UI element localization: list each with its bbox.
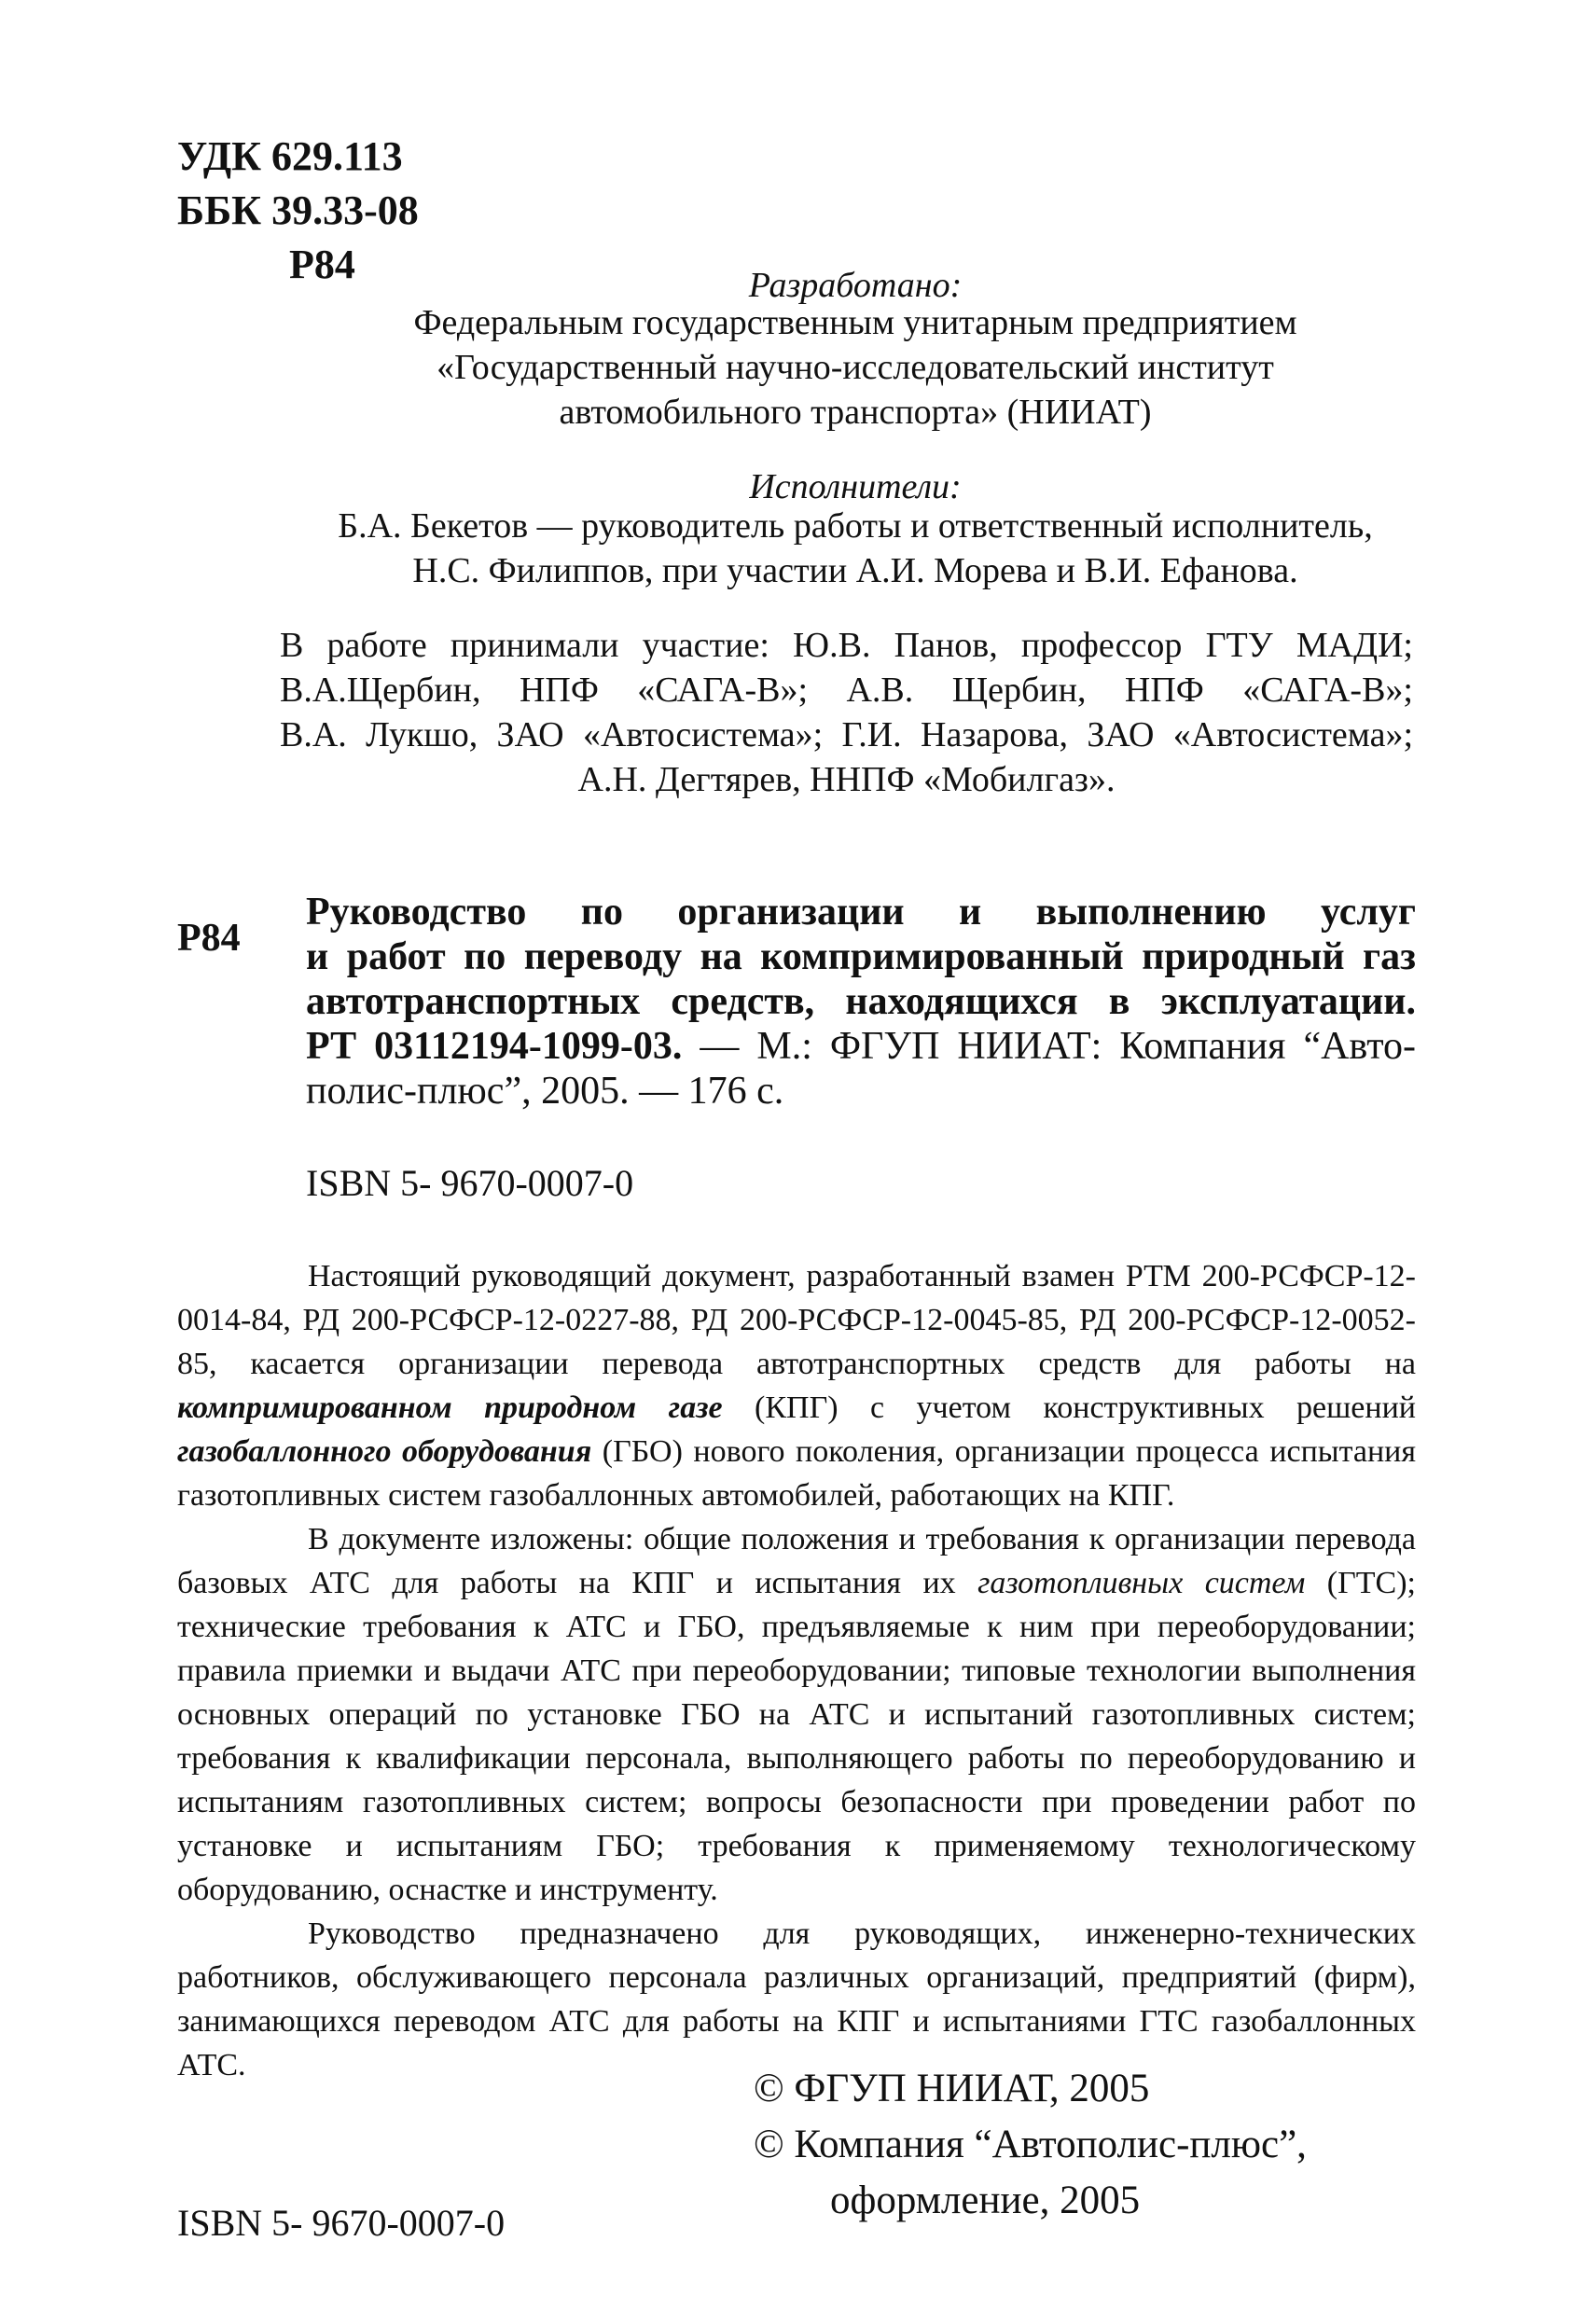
developer-line-2: «Государственный научно-исследовательский институт [437,348,1274,387]
publisher-info: — М.: ФГУП НИИАТ: Компания “Авто- [682,1025,1416,1068]
abstract-paragraph-1 [177,1254,1416,1517]
abstract-p1-text-2: (КПГ) с учетом конструктивных решений [722,1390,1416,1425]
title-line-1: Руководство по организации и выполнению услуг [306,891,1416,934]
performers-section [0,464,1580,509]
participants-section [280,623,1413,802]
abstract-p1-text-3: (ГБО) нового поколения, организации процесса испытания газотопливных систем газобаллонных автомобилей, работающих на КПГ. [177,1434,1416,1513]
title-line-3: автотранспортных средств, находящихся в эксплуатации. [306,980,1416,1023]
udc-code: УДК 629.113 [177,133,403,179]
participants-line-3: В.А. Лукшо, ЗАО «Автосистема»; Г.И. Назарова, ЗАО «Автосистема»; [280,715,1413,754]
abstract-p1-emphasis-2: газобаллонного оборудования [177,1434,592,1469]
isbn-bottom: ISBN 5- 9670-0007-0 [177,2202,506,2244]
isbn-top: ISBN 5- 9670-0007-0 [306,1162,634,1204]
bbk-code: ББК 39.33-08 [177,187,419,233]
developer-org [0,300,1580,435]
document-designation: РТ 03112194-1099-03. [306,1025,683,1068]
participants-line-4: А.Н. Дегтярев, ННПФ «Мобилгаз». [577,760,1116,799]
abstract [177,1254,1416,2087]
title-line-4 [306,1024,1416,1069]
participants-line-1: В работе принимали участие: Ю.В. Панов, профессор ГТУ МАДИ; [280,626,1413,665]
abstract-p1-emphasis-1: компримированном природном газе [177,1390,723,1425]
performers-line-2: Н.С. Филиппов, при участии А.И. Морева и В.И. Ефанова. [412,551,1298,590]
performers-label: Исполнители: [749,467,962,506]
participants-line-2: В.А.Щербин, НПФ «САГА-В»; А.В. Щербин, НПФ «САГА-В»; [280,671,1413,710]
abstract-p2-text-2: (ГТС); технические требования к АТС и ГБО, предъявляемые к ним при переоборудовании; правила приемки и выдачи АТС при переоборудовании; типовые технологии выполнения основных операций по установке ГБО на АТС и испытаний газотопливных систем; требования к квалификации персонала, выполняющего работы по переоборудованию и испытаниям газотопливных систем; вопросы безопасности при проведении работ по установке и испытаниям ГБО; требования к применяемому технологическому оборудованию, оснастке и инструменту. [177,1566,1416,1907]
copyright-avtopolis: © Компания “Автополис-плюс”, [754,2123,1307,2166]
performers-list [0,504,1580,593]
title-line-5: полис-плюс”, 2005. — 176 с. [306,1070,784,1113]
title-line-2: и работ по переводу на компримированный природный газ [306,935,1416,978]
copyright-design: оформление, 2005 [830,2179,1141,2222]
abstract-paragraph-3: Руководство предназначено для руководящих, инженерно-технических работников, обслуживающего персонала различных организаций, предприятий (фирм), занимающихся переводом АТС для работы на КПГ и испытаниями ГТС газобаллонных АТС. [177,1916,1416,2082]
abstract-p2-emphasis-1: газотопливных систем [977,1566,1306,1600]
developer-label: Разработано: [748,266,963,305]
bibliographic-mark: Р84 [177,917,241,960]
developer-line-1: Федеральным государственным унитарным предприятием [413,303,1297,342]
author-mark: Р84 [289,242,355,287]
abstract-p1-text-1: Настоящий руководящий документ, разработанный взамен РТМ 200-РСФСР-12-0014-84, РД 200-РСФСР-12-0227-88, РД 200-РСФСР-12-0045-85, РД 200-РСФСР-12-0052-85, касается организации перевода автотранспортных средств для работы на [177,1259,1416,1381]
bibliographic-title [306,890,1416,1114]
copyright-block [754,2061,1307,2229]
abstract-paragraph-2 [177,1517,1416,1912]
performers-line-1: Б.А. Бекетов — руководитель работы и ответственный исполнитель, [338,506,1373,546]
copyright-niiat: © ФГУП НИИАТ, 2005 [754,2067,1150,2110]
developer-line-3: автомобильного транспорта» (НИИАТ) [559,393,1152,432]
abstract-p2-text-1: В документе изложены: общие положения и требования к организации перевода базовых АТС для работы на КПГ и испытания их [177,1522,1416,1600]
